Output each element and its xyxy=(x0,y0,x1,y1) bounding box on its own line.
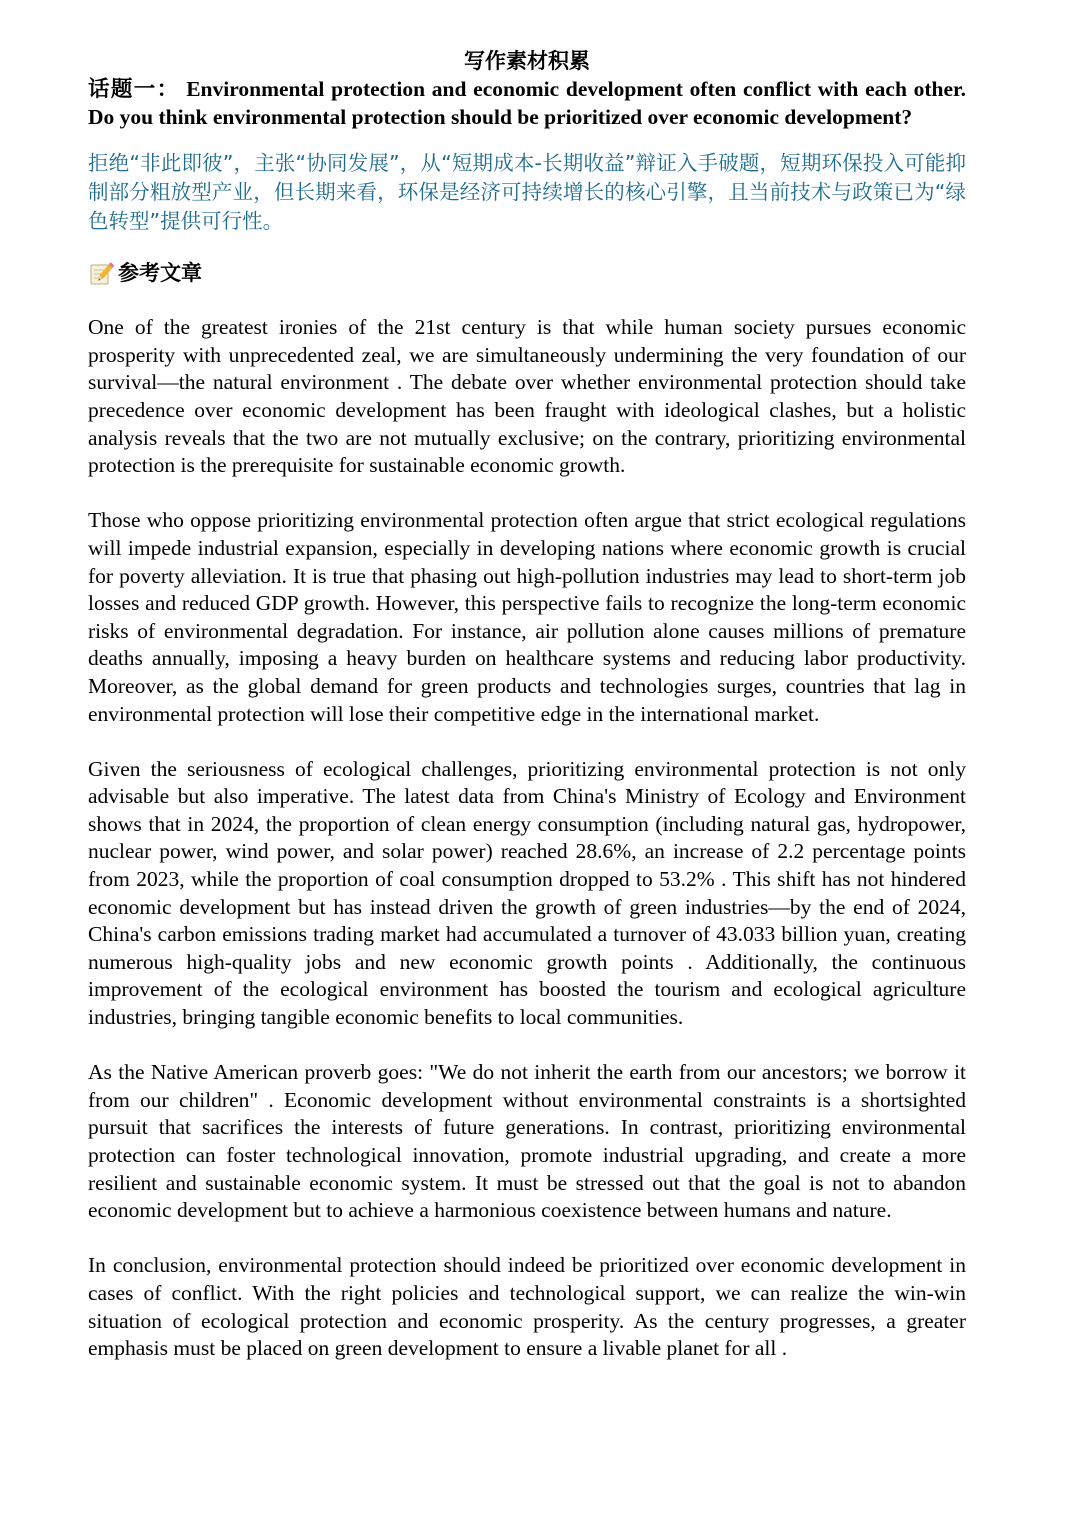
document-title: 写作素材积累 xyxy=(464,49,590,73)
topic-prompt xyxy=(88,76,966,131)
reference-heading-text: 参考文章 xyxy=(118,261,202,286)
article-paragraph: Those who oppose prioritizing environmental protection often argue that strict ecological regulations will impede industrial expansion, especially in developing nations where economic growth is crucial for poverty alleviation. It is true that phasing out high-pollution industries may lead to short-term job losses and reduced GDP growth. However, this perspective fails to recognize the long-term economic risks of environmental degradation. For instance, air pollution alone causes millions of premature deaths annually, imposing a heavy burden on healthcare systems and reducing labor productivity. Moreover, as the global demand for green products and technologies surges, countries that lag in environmental protection will lose their competitive edge in the international market. xyxy=(88,508,966,726)
reference-heading xyxy=(88,258,966,288)
analysis-note: 拒绝“非此即彼”，主张“协同发展”，从“短期成本-长期收益”辩证入手破题，短期环保投入可能抑制部分粗放型产业，但长期来看，环保是经济可持续增长的核心引擎，且当前技术与政策已为“绿色转型”提供可行性。 xyxy=(88,151,966,234)
topic-text: Environmental protection and economic development often conflict with each other. Do you think environmental protection should be prioritized over economic development? xyxy=(88,77,966,129)
reference-article xyxy=(88,314,966,1363)
article-paragraph: One of the greatest ironies of the 21st century is that while human society pursues economic prosperity with unprecedented zeal, we are simultaneously undermining the very foundation of our survival—the natural environment . The debate over whether environmental protection should take precedence over economic development has been fraught with ideological clashes, but a holistic analysis reveals that the two are not mutually exclusive; on the contrary, prioritizing environmental protection is the prerequisite for sustainable economic growth. xyxy=(88,315,966,478)
article-paragraph: As the Native American proverb goes: "We do not inherit the earth from our ancestors; we borrow it from our children" . Economic development without environmental constraints is a shortsighted pursuit that sacrifices the interests of future generations. In contrast, prioritizing environmental protection can foster technological innovation, promote industrial upgrading, and create a more resilient and sustainable economic system. It must be stressed out that the goal is not to abandon economic development but to achieve a harmonious coexistence between humans and nature. xyxy=(88,1060,966,1223)
article-paragraph: Given the seriousness of ecological challenges, prioritizing environmental protection is not only advisable but also imperative. The latest data from China's Ministry of Ecology and Environment shows that in 2024, the proportion of clean energy consumption (including natural gas, hydropower, nuclear power, wind power, and solar power) reached 28.6%, an increase of 2.2 percentage points from 2023, while the proportion of coal consumption dropped to 53.2% . This shift has not hindered economic development but has instead driven the growth of green industries—by the end of 2024, China's carbon emissions trading market had accumulated a turnover of 43.033 billion yuan, creating numerous high-quality jobs and new economic growth points . Additionally, the continuous improvement of the ecological environment has boosted the tourism and ecological agriculture industries, bringing tangible economic benefits to local communities. xyxy=(88,756,966,1030)
article-paragraph: In conclusion, environmental protection should indeed be prioritized over economic development in cases of conflict. With the right policies and technological support, we can realize the win-win situation of ecological protection and economic prosperity. As the century progresses, a greater emphasis must be placed on green development to ensure a livable planet for all . xyxy=(88,1253,966,1361)
topic-label: 话题一： xyxy=(88,77,180,102)
memo-icon xyxy=(88,260,114,286)
document-page xyxy=(88,46,966,1390)
